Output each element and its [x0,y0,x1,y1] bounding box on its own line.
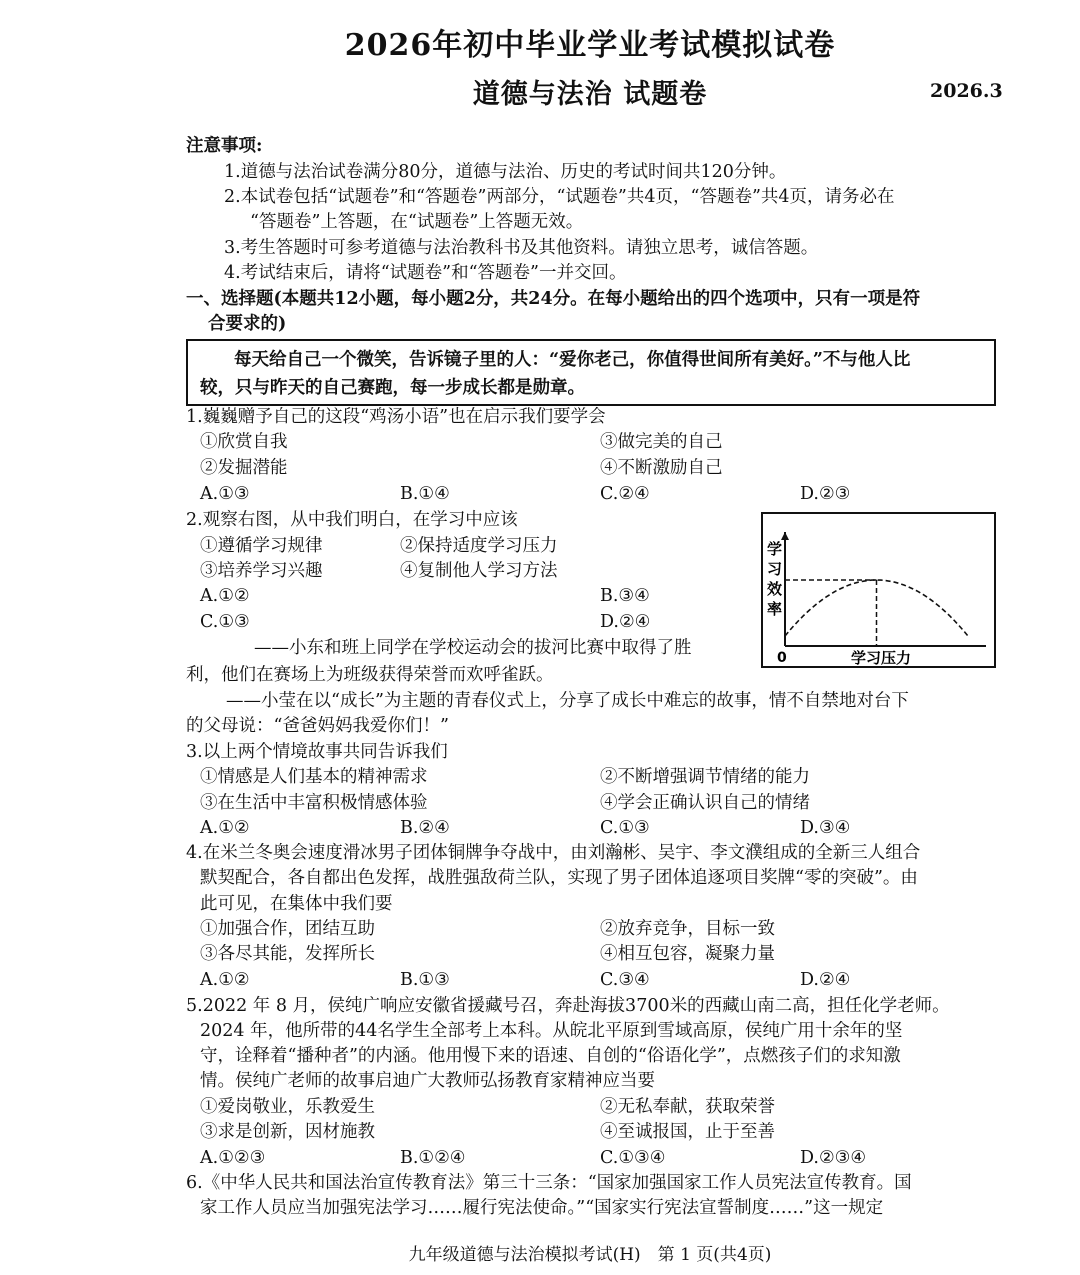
question-2-stem: 2.观察右图，从中我们明白，在学习中应该 [186,510,518,530]
answer-choice: D.②③ [800,484,851,504]
option: ③求是创新，因材施教 [200,1122,375,1142]
option: ①爱岗敬业，乐教爱生 [200,1097,375,1117]
answer-choice: C.③④ [600,970,650,990]
answer-choice: B.②④ [400,818,450,838]
answer-choice: A.①② [200,818,250,838]
question-5-stem: 5.2022 年 8 月，侯纯广响应安徽省援藏号召，奔赴海拔3700米的西藏山南二高，担任化学老师。 [186,996,950,1016]
chart-svg [763,514,994,666]
option: ③在生活中丰富积极情感体验 [200,793,428,813]
answer-choice: B.①④ [400,484,450,504]
quote-line: 较，只与昨天的自己赛跑，每一步成长都是勋章。 [200,378,585,398]
section-heading-cont: 合要求的) [208,314,287,334]
scenario-line: ——小莹在以“成长”为主题的青春仪式上，分享了成长中难忘的故事，情不自禁地对台下 [226,691,909,711]
page-footer: 九年级道德与法治模拟考试(H) 第 1 页(共4页) [408,1245,772,1265]
option: ②发掘潜能 [200,458,288,478]
answer-choice: A.①② [200,970,250,990]
exam-title: 2026年初中毕业学业考试模拟试卷 [344,28,836,63]
option: ①欣赏自我 [200,432,288,452]
pressure-efficiency-chart [761,512,996,668]
question-4-stem-cont: 默契配合，各自都出色发挥，战胜强敌荷兰队，实现了男子团体追逐项目奖牌“零的突破”。由 [200,868,918,888]
notice-heading: 注意事项: [186,136,263,156]
option: ④相互包容，凝聚力量 [600,944,775,964]
question-3-stem: 3.以上两个情境故事共同告诉我们 [186,742,448,762]
question-5-stem-cont: 守，诠释着“播种者”的内涵。他用慢下来的语速、自创的“俗语化学”，点燃孩子们的求知激 [200,1046,901,1066]
question-4-stem: 4.在米兰冬奥会速度滑冰男子团体铜牌争夺战中，由刘瀚彬、吴宇、李文濮组成的全新三人组合 [186,843,921,863]
option: ①情感是人们基本的精神需求 [200,767,428,787]
question-6-stem-cont: 家工作人员应当加强宪法学习……履行宪法使命。”“国家实行宪法宣誓制度……”这一规定 [200,1198,884,1218]
notice-item: 3.考生答题时可参考道德与法治教科书及其他资料。请独立思考，诚信答题。 [224,238,819,258]
option: ①加强合作，团结互助 [200,919,375,939]
answer-choice: D.③④ [800,818,851,838]
option: ④复制他人学习方法 [400,561,558,581]
origin-label: 0 [777,650,787,666]
answer-choice: D.②④ [800,970,851,990]
answer-choice: C.①③④ [600,1148,666,1168]
quote-box [186,339,996,406]
option: ②保持适度学习压力 [400,536,558,556]
question-5-stem-cont: 情。侯纯广老师的故事启迪广大教师弘扬教育家精神应当要 [200,1071,655,1091]
option: ③做完美的自己 [600,432,723,452]
option: ③各尽其能，发挥所长 [200,944,375,964]
question-6-stem: 6.《中华人民共和国法治宣传教育法》第三十三条：“国家加强国家工作人员宪法宣传教育。国 [186,1173,912,1193]
option: ②不断增强调节情绪的能力 [600,767,810,787]
option: ③培养学习兴趣 [200,561,323,581]
answer-choice: B.①③ [400,970,450,990]
answer-choice: D.②③④ [800,1148,867,1168]
y-axis-arrow [781,532,789,540]
scenario-line: ——小东和班上同学在学校运动会的拔河比赛中取得了胜 [254,638,692,658]
answer-choice: B.①②④ [400,1148,466,1168]
notice-item: 4.考试结束后，请将“试题卷”和“答题卷”一并交回。 [224,263,627,283]
option: ②无私奉献，获取荣誉 [600,1097,775,1117]
option: ④不断激励自己 [600,458,723,478]
answer-choice: A.①③ [200,484,250,504]
answer-choice: A.①②③ [200,1148,266,1168]
answer-choice: C.②④ [600,484,650,504]
option: ②放弃竞争，目标一致 [600,919,775,939]
quote-line: 每天给自己一个微笑，告诉镜子里的人：“爱你老己，你值得世间所有美好。”不与他人比 [234,350,911,370]
section-heading: 一、选择题(本题共12小题，每小题2分，共24分。在每小题给出的四个选项中，只有一项是符 [186,289,921,309]
y-axis-label: 学习效率 [767,540,783,618]
notice-item: 2.本试卷包括“试题卷”和“答题卷”两部分，“试题卷”共4页，“答题卷”共4页，请务必在 [224,187,895,207]
scenario-line: 的父母说：“爸爸妈妈我爱你们！” [186,716,449,736]
option: ④学会正确认识自己的情绪 [600,793,810,813]
exam-subtitle: 道德与法治 试题卷 [472,79,708,110]
answer-choice: A.①② [200,586,250,606]
answer-choice: B.③④ [600,586,650,606]
exam-date: 2026.3 [930,80,1003,102]
option: ①遵循学习规律 [200,536,323,556]
answer-choice: D.②④ [600,612,651,632]
notice-item: 1.道德与法治试卷满分80分，道德与法治、历史的考试时间共120分钟。 [224,162,787,182]
question-1-stem: 1.巍巍赠予自己的这段“鸡汤小语”也在启示我们要学会 [186,407,606,427]
answer-choice: C.①③ [200,612,250,632]
question-5-stem-cont: 2024 年，他所带的44名学生全部考上本科。从皖北平原到雪域高原，侯纯广用十余年的坚 [200,1021,903,1041]
scenario-line: 利，他们在赛场上为班级获得荣誉而欢呼雀跃。 [186,665,554,685]
notice-item: “答题卷”上答题，在“试题卷”上答题无效。 [250,212,584,232]
answer-choice: C.①③ [600,818,650,838]
option: ④至诚报国，止于至善 [600,1122,775,1142]
question-4-stem-cont: 此可见，在集体中我们要 [200,894,393,914]
x-axis-label: 学习压力 [851,649,912,666]
